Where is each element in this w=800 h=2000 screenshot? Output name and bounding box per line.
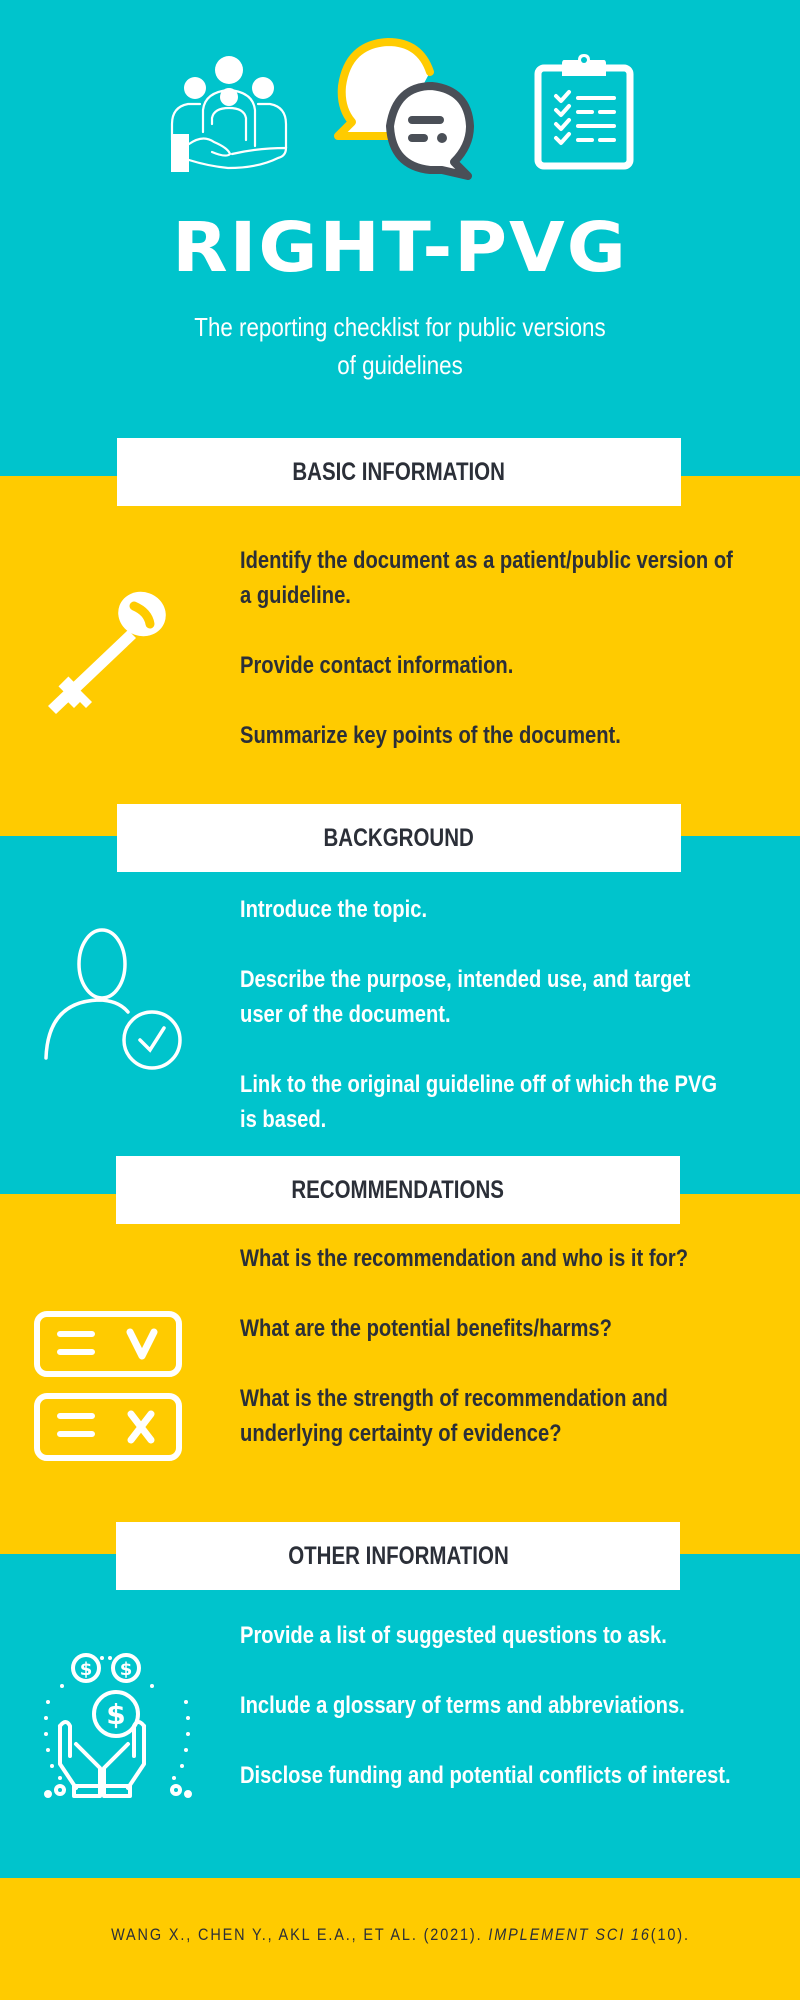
section-banner-basic-information	[117, 438, 681, 506]
checklist-item: Identify the document as a patient/public version of a guideline.	[240, 547, 733, 609]
checklist-item: What are the potential benefits/harms?	[240, 1315, 612, 1342]
chat-bubbles-icon	[330, 38, 480, 188]
section-heading: OTHER INFORMATION	[287, 1541, 509, 1570]
citation-issue: (10).	[650, 1925, 690, 1944]
checklist-item: Provide contact information.	[240, 652, 514, 679]
page-subtitle	[150, 308, 650, 384]
checklist-item: Link to the original guideline off of which the PVG is based.	[240, 1071, 718, 1133]
background-items	[240, 892, 760, 1137]
citation-authors: WANG X., CHEN Y., AKL E.A., ET AL. (2021).	[110, 1925, 488, 1944]
section-heading: BACKGROUND	[323, 823, 475, 852]
checklist-item: What is the recommendation and who is it for?	[240, 1245, 689, 1272]
citation-journal: IMPLEMENT SCI 16	[487, 1925, 651, 1944]
hands-coins-icon	[40, 1644, 196, 1800]
svg-text:$: $	[106, 1698, 126, 1731]
section-banner-other-information	[116, 1522, 680, 1590]
subtitle-text: The reporting checklist for public versions of guidelines	[194, 312, 606, 380]
checklist-item: What is the strength of recommendation and underlying certainty of evidence?	[240, 1385, 668, 1447]
recommendations-items	[240, 1241, 760, 1451]
checklist-item: Include a glossary of terms and abbreviations.	[240, 1692, 685, 1719]
section-banner-background	[117, 804, 681, 872]
clipboard-checklist-icon	[534, 54, 634, 170]
section-heading: BASIC INFORMATION	[292, 457, 506, 486]
basic-information-items	[240, 543, 760, 753]
svg-text:$: $	[119, 1659, 133, 1680]
group-care-hand-icon	[168, 52, 292, 172]
other-information-items	[240, 1618, 760, 1793]
page-title: RIGHT-PVG	[172, 207, 628, 287]
checklist-item: Provide a list of suggested questions to ask.	[240, 1622, 667, 1649]
svg-text:$: $	[79, 1659, 93, 1680]
user-check-icon	[42, 928, 186, 1072]
section-banner-recommendations	[116, 1156, 680, 1224]
section-heading: RECOMMENDATIONS	[291, 1175, 505, 1204]
approve-reject-list-icon	[32, 1310, 184, 1464]
checklist-item: Describe the purpose, intended use, and target user of the document.	[240, 966, 691, 1028]
checklist-item: Introduce the topic.	[240, 896, 428, 923]
key-icon	[38, 584, 172, 722]
citation	[0, 1925, 800, 1945]
checklist-item: Disclose funding and potential conflicts of interest.	[240, 1762, 731, 1789]
checklist-item: Summarize key points of the document.	[240, 722, 621, 749]
